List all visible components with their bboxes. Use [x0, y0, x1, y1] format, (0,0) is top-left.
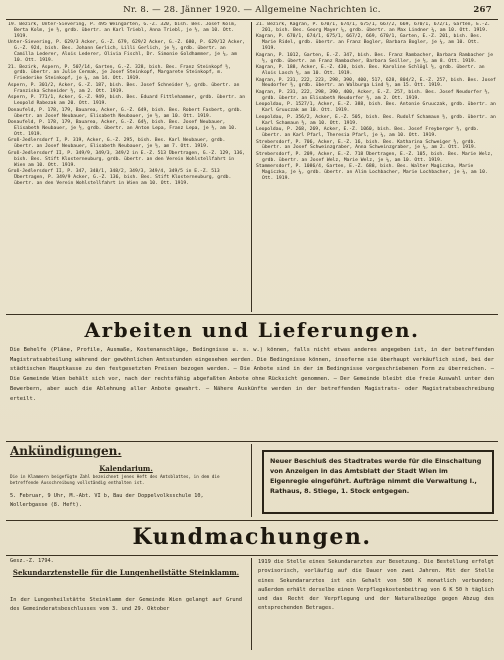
list-item: Kagran, P. 670/1, 674/1, 675/1, 667/2, 669, 670/1, Garten, E.-Z. 201, bish. Bes. Marie Ridel, grdb. übertr. an Franz Bogler, Barbara Bogler, je ¼, am 10. Ott. 1919. — [256, 34, 482, 52]
list-item: Groß-Jedlersdorf II, P. 347, 348/1, 348/2, 349/3, 349/4, 349/5 in E.-Z. 513 Übertragen, P. 349/9 Acker, G.-Z. 136, bish. Bes. Stift Klosterneuburg, grdb. übertr. an den Verein Wohlstellfahrt in Wien am 10. Ott. 1919. — [8, 169, 232, 186]
kalendarium-note: Die in Klammern beigefügte Zahl bezeichnet jenes Heft des Amtsblattes, in dem die betreffende Ausschreibung vollständig enthalten ist. — [10, 475, 220, 486]
list-item: Unter-Sievering, P. 629/3 Acker, G.-Z. 679, 629/2 Acker, G.-Z. 680, P. 629/12 Acker, G.-Z. 924, bish. Bes. Johann Gerlich, Lilli Gerlich, je ½, grdb. übertr. an Camilla Lederer, Alois Lederer, Olivia Fischl, Dr. Simonie Goldhammer, je ¼, am 10. Ott. 1919. — [8, 40, 246, 64]
ankuendigungen-heading: Ankündigungen. — [10, 444, 122, 458]
list-item: Leopoldau, P. 268, 269, Acker, E.-Z. 1060, bish. Bes. Josef Freyberger ½, grdb. übertr. an Karl Pfarl, Theresia Pfarl, je ¼, am 10. Ott. 1919. — [256, 127, 479, 139]
kundmachung-left-text: In der Lungenheilstätte Steinklamm der Gemeinde Wien gelangt auf Grund des Gemeinderatsbeschlusses vom 3. und 29. Oktober — [10, 597, 242, 613]
kalendarium-entry: 5. Februar, 9 Uhr, M.-Abt. VI b, Bau der Doppelvolksschule 10, Wollerbgasse (8. Heft). — [10, 493, 204, 508]
arbeiten-text: Die Behelfe (Pläne, Profile, Ausmaße, Kostenanschläge, Bedingnisse u. s. w.) können, falls nicht etwas anderes angegeben ist, in der betreffenden Magistratsabteilung während der gewöhnlichen Amtsstunden eingesehen werden. Die Bedingnisse können, insoferne sie überhaupt verkäuflich sind, bei der städtischen Hauptkasse zu den festgesetzten Preisen bezogen werden. — Die Anbote sind in der im Bedingnisse vorgeschriebenen Form zu überreichen. — Die Gemeinde Wien behält sich vor, nach der rechtsfähig abgefaßten Anbote ohne Rücksicht genommen. — Der Gemeinde bleibt die freie Auswahl unter den Bewerbern, aber auch die Ablehnung aller Anbote gewahrt. — Nähere Auskünfte werden in der betreffenden Magistrats- oder Magistratsbeschreibung erteilt. — [10, 347, 494, 402]
list-item: Donaufeld, P. 178, 179, Bauarea, Acker, G.-Z. 649, bish. Bes. Robert Fasbert, grdb. übertr. an Josef Neubauer, Elisabeth Neubauer, je ½, am 10. Ott. 1919. — [8, 107, 243, 119]
column-divider — [251, 22, 252, 312]
header-title: Nr. 8. — 28. Jänner 1920. — Allgemeine Nachrichten ic. — [123, 5, 381, 15]
column-divider — [251, 444, 252, 517]
list-item: Groß-Jedlersdorf I, P. 319, Acker, G.-Z. 295, bish. Bes. Karl Neubauer, grdb. übertr. an Josef Neubauer, Elisabeth Neubauer, je ½, am 7. Ott. 1919. — [8, 138, 226, 150]
list-item: 21. Bezirk, Aspern, P. 507/14, Garten, G.-Z. 328, bish. Bes. Franz Steinkopf ½, grdb. übertr. an Julie Cermak, je Josef Steinkopf, Margarete Steinkopf, m. Friederike Steinkopf, je ⅛, am 14. Ott. 1919. — [8, 64, 231, 82]
column-divider — [251, 558, 252, 650]
list-item: Aspern, P. 771/1, Acker, G.-Z. 949, bish. Bes. Eduard Fittlehammer, grdb. übertr. an Leopold Rabezak am 20. Ott. 1919. — [8, 95, 246, 107]
right-column — [256, 22, 496, 312]
list-item: 19. Bezirk, Unter-Sievering, P. 495 Weingarten, G.-Z. 320, bish. Bes. Josef Kolm, Berta Kolm, je ½, grdb. übertr. an Karl Triebl, Anna Triebl, je ½, am 10. Ott. 1919. — [8, 22, 237, 39]
kundmachungen-heading: Kundmachungen. — [132, 524, 372, 550]
section-rule — [6, 441, 498, 442]
list-item: Stammersdorf, P. 1086/4, Garten, E.-Z. 688, bish. Bes. Walter Magiczka, Marie Magiczka, je ¼, grdb. übertr. an Alim Lochbacher, Marie Lochbacher, je ¼, am 10. Ott. 1919. — [256, 164, 488, 182]
notice-box — [262, 450, 494, 514]
kundmachung-right-text: 1919 die Stelle eines Sekundararztes zur Besetzung. Die Bestellung erfolgt provisorisch, vorläufig auf die Dauer von zwei Jahren. Mit der Stelle eines Sekundararztes ist ein Gehalt von 500 K monatlich verbunden; außerdem erhält derselbe einen Verpflegskostenbeitrag von 6 K 50 h täglich und das Recht der Verpflegung und der Naturalbezüge gegen Abzug des entsprechenden Betrages. — [258, 559, 494, 612]
list-item: Kagran, P. 231, 222, 298, 390, 400, Acker, E.-Z. 257, bish. Bes. Josef Neudorfer ½, grdb. übertr. an Elisabeth Neudorfer ½, am 2. Ott. 1919. — [256, 89, 491, 101]
list-item: Strebersdorf, P. 706, Acker, E.-Z. 16, bish. Bes. Katharina Schweiger ½, grdb. übertr. an Josef Schweinzgraber, Anna Schweinzgraber, je ¼, am 2. Ott. 1919. — [256, 139, 477, 151]
list-item: Kagran, P. 231, 222, 223, 298, 390, 400, 517, 628, 804/2, E.-Z. 257, bish. Bes. Josef Neudorfer ½, grdb. übertr. an Walburga Lind ½, am 15. Ott. 1919. — [256, 77, 496, 89]
list-item: Leopoldau, P. 1527/1, Acker, E.-Z. 388, bish. Bes. Antonie Gruuczak, grdb. übertr. an Karl Gruuczak am 10. Ott. 1919. — [256, 102, 496, 114]
list-item: Kagran, P. 1012, Garten, E.-Z. 347, bish. Bes. Franz Rambacher, Barbara Rambacher je ½, grdb. übertr. an Franz Rambacher, Barbara Seiller, je ½, am 8. Ott. 1919. — [256, 52, 494, 64]
arbeiten-heading: Arbeiten und Lieferungen. — [84, 318, 420, 342]
page-header — [0, 2, 504, 18]
list-item: Donaufeld, P. 178, 179, Bauarea, Acker, G.-Z. 64½, bish. Bes. Josef Neubauer, Elisabeth Neubauer, je ½, grdb. übertr. an Anton Lepa, Franz Lepa, je ½, am 10. Ott. 1919. — [8, 120, 237, 137]
reference-number: Gesz.-Z. 1794. — [10, 558, 54, 564]
list-item: Strebersdorf, P. 209, Acker, E.-Z. 718 Übertragen, E.-Z. 105, bish. Bes. Marie Welz, grdb. übertr. an Josef Welz, Marie Welz, je ¼, am 10. Ott. 1919. — [256, 151, 494, 163]
header-rule — [6, 19, 498, 20]
list-item: Aspern, P. 301/2, Acker, G.-Z. 187, bish. Bes. Josef Schneider ½, grdb. übertr. an Franziska Schneider ½, am 2. Ott. 1919. — [8, 82, 240, 94]
section-rule — [6, 555, 498, 556]
section-rule — [6, 520, 498, 521]
kundmachung-title: Sekundarztenstelle für die Lungenheilstätte Steinklamm. — [12, 568, 240, 577]
section-rule — [6, 314, 498, 315]
list-item: Kagran, P. 188, Acker, E.-Z. 430, bish. Bes. Karoline Schlögl ½, grdb. übertr. an Alois Lasch ½, am 10. Ott. 1919. — [256, 65, 485, 77]
list-item: 21. Bezirk, Kagran, P. 670/1, 674/1, 675/1, 667/2, 669, 670/1, 672/1, Garten, E.-Z. 201, bish. Bes. Georg Mayer ⅓, grdb. übertr. an Max Lindner ¼, am 10. Ott. 1919. — [256, 22, 491, 33]
list-item: Leopoldau, P. 356/2, Acker, E.-Z. 505, bish. Bes. Rudolf Schamaun ½, grdb. übertr. an Karl Schamaun ½, am 10. Ott. 1919. — [256, 114, 496, 126]
left-column — [8, 22, 246, 312]
notice-text: Neuer Beschluß des Stadtrates werde für die Einschaltung von Anzeigen in das Amtsblatt der Stadt Wien im Eigenregie eingeführt. Aufträge nimmt die Verwaltung I., Rathaus, 8. Stiege, 1. Stock entgegen. — [270, 457, 482, 495]
kalendarium-heading: Kalendarium. — [99, 464, 153, 473]
list-item: Groß-Jedlersdorf II, P. 349/9, 349/3, 349/2 in E.-Z. 513 Übertragen, G.-Z. 129, 136, bish. Bes. Stift Klosterneuburg, grdb. übertr. an den Verein Wohlstellfahrt in Wien am 10. Ott. 1919. — [8, 150, 246, 168]
page-number: 267 — [473, 5, 492, 15]
